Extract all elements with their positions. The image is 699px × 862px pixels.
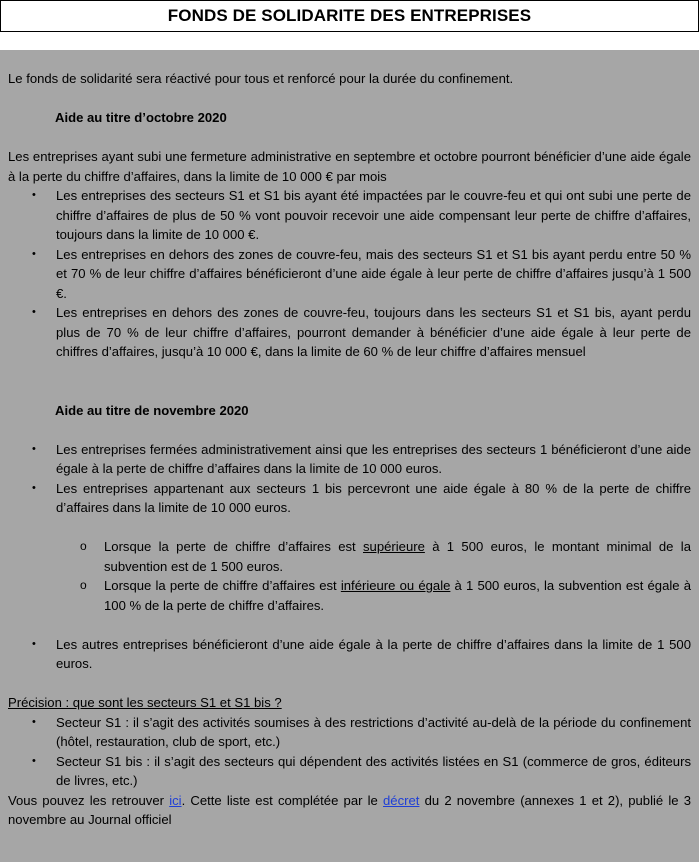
page-title bbox=[0, 0, 699, 32]
november-sublist bbox=[8, 537, 691, 615]
bullet-icon: • bbox=[32, 754, 36, 767]
bullet-icon: • bbox=[32, 189, 36, 201]
page-title-text: FONDS DE SOLIDARITE DES ENTREPRISES bbox=[167, 6, 532, 25]
list-item: • Secteur S1 : il s’agit des activités soumises à des restrictions d’activité au-delà de la période du confinement (hôtel, restauration, club de sport, etc.) bbox=[32, 714, 691, 749]
list-item: • Secteur S1 bis : il s’agit des secteurs qui dépendent des activités listées en S1 (commerce de gros, éditeurs de livres, etc.) bbox=[32, 753, 691, 788]
list-item: • Les autres entreprises bénéficieront d’une aide égale à la perte de chiffre d’affaires dans la limite de 1 500 euros. bbox=[32, 636, 691, 671]
circle-bullet-icon: o bbox=[80, 539, 87, 553]
precision-list bbox=[8, 713, 691, 791]
underlined-term: supérieure bbox=[363, 539, 425, 554]
list-item: • Les entreprises en dehors des zones de couvre-feu, toujours dans les secteurs S1 et S1 bis, ayant perdu plus de 70 % de leur chiffre d’affaires, pourront demander à bénéficier d’une aide égale à leur perte de chiffres d’affaires, jusqu’à 10 000 €, dans la limite de 60 % de leur chiffre d’affaires mensuel bbox=[32, 305, 691, 359]
list-item: • Les entreprises appartenant aux secteurs 1 bis percevront une aide égale à 80 % de la perte de chiffre d’affaires dans la limite de 10 000 euros. bbox=[32, 480, 691, 515]
bullet-icon: • bbox=[32, 247, 36, 260]
bullet-icon: • bbox=[32, 481, 36, 494]
bullet-icon: • bbox=[32, 442, 36, 455]
content-panel bbox=[0, 50, 699, 862]
sub-list-item: o Lorsque la perte de chiffre d’affaires est inférieure ou égale à 1 500 euros, la subvention est égale à 100 % de la perte de chiffre d’affaires. bbox=[80, 578, 691, 613]
list-item: • Les entreprises des secteurs S1 et S1 bis ayant été impactées par le couvre-feu et qui ont subi une perte de chiffre d’affaires de plus de 50 % vont pouvoir recevoir une aide compensant leur perte de chiffre d’affaires, toujours dans la limite de 10 000 €. bbox=[32, 188, 691, 242]
list-item: • Les entreprises fermées administrativement ainsi que les entreprises des secteurs 1 bénéficieront d’une aide égale à la perte de chiffre d’affaires dans la limite de 10 000 euros. bbox=[32, 441, 691, 476]
october-list bbox=[8, 186, 691, 362]
october-heading: Aide au titre d’octobre 2020 bbox=[55, 110, 227, 125]
bullet-icon: • bbox=[32, 306, 36, 318]
list-item: • Les entreprises en dehors des zones de couvre-feu, mais des secteurs S1 et S1 bis ayant perdu entre 50 % et 70 % de leur chiffre d’affaires bénéficieront d’une aide égale à leur perte de chiffre d’affaires jusqu’à 1 500 €. bbox=[32, 246, 691, 301]
november-heading: Aide au titre de novembre 2020 bbox=[55, 402, 249, 418]
november-list bbox=[8, 440, 691, 518]
underlined-term: inférieure ou égale bbox=[340, 578, 451, 593]
bullet-icon: • bbox=[32, 715, 36, 728]
precision-heading: Précision : que sont les secteurs S1 et S1 bis ? bbox=[8, 695, 282, 710]
sub-list-item: o Lorsque la perte de chiffre d’affaires est supérieure à 1 500 euros, le montant minimal de la subvention est de 1 500 euros. bbox=[80, 539, 691, 574]
bullet-icon: • bbox=[32, 637, 36, 650]
decret-link[interactable]: décret bbox=[383, 792, 420, 808]
november-list-last bbox=[8, 635, 691, 674]
ici-link[interactable]: ici bbox=[169, 792, 182, 808]
document-body bbox=[8, 69, 691, 830]
footer-paragraph: Vous pouvez les retrouver ici. Cette liste est complétée par le décret du 2 novembre (annexes 1 et 2), publié le 3 novembre au Journal officiel bbox=[8, 792, 692, 827]
intro-paragraph: Le fonds de solidarité sera réactivé pour tous et renforcé pour la durée du confinement. bbox=[8, 71, 514, 86]
october-lead: Les entreprises ayant subi une fermeture administrative en septembre et octobre pourront bénéficier d’une aide égale à la perte du chiffre d’affaires, dans la limite de 10 000 € par mois bbox=[8, 149, 691, 184]
circle-bullet-icon: o bbox=[80, 578, 87, 592]
